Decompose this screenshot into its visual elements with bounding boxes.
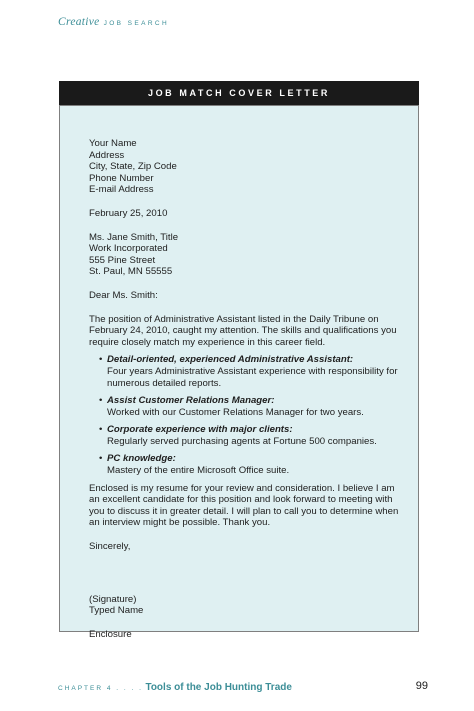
- sender-name: Your Name: [89, 138, 137, 149]
- sender-address: Address: [89, 149, 125, 161]
- bullet-icon: •: [99, 453, 103, 465]
- recipient-city: St. Paul, MN 55555: [89, 266, 173, 278]
- signature: (Signature): [89, 593, 137, 605]
- closing: Sincerely,: [89, 541, 131, 553]
- bullet-text: Regularly served purchasing agents at Fortune 500 companies.: [107, 435, 377, 447]
- section-name: JOB SEARCH: [103, 20, 170, 27]
- sender-block: [89, 138, 399, 196]
- recipient-street: 555 Pine Street: [89, 254, 156, 266]
- list-item: [99, 354, 399, 389]
- closing-paragraph: Enclosed is my resume for your review and consideration. I believe I am an excellent candidate for this position and look forward to meeting with you to discuss it in greater detail. I will plan to call you to determine when an interview might be possible. Thank you.: [89, 482, 399, 529]
- cover-letter: [89, 138, 399, 640]
- bullet-heading: Assist Customer Relations Manager:: [107, 395, 275, 407]
- page-title-text: JOB MATCH COVER LETTER: [147, 88, 331, 98]
- typed-name: Typed Name: [89, 605, 144, 617]
- bullet-heading: Corporate experience with major clients:: [107, 424, 293, 436]
- letter-date: February 25, 2010: [89, 207, 168, 219]
- chapter-title: Tools of the Job Hunting Trade: [145, 682, 292, 693]
- list-item: [99, 424, 399, 447]
- bullet-heading: PC knowledge:: [107, 453, 176, 465]
- recipient-block: [89, 232, 399, 278]
- bullet-icon: •: [99, 424, 103, 436]
- recipient-name: Ms. Jane Smith, Title: [89, 231, 179, 243]
- list-item: [99, 395, 399, 418]
- recipient-company: Work Incorporated: [89, 243, 168, 255]
- salutation: Dear Ms. Smith:: [89, 289, 158, 301]
- enclosure: Enclosure: [89, 628, 132, 640]
- bullet-text: Four years Administrative Assistant experience with responsibility for numerous detailed reports.: [107, 365, 398, 389]
- sender-city: City, State, Zip Code: [89, 161, 177, 173]
- chapter-label: CHAPTER 4 . . . .: [58, 685, 143, 692]
- bullet-text: Mastery of the entire Microsoft Office suite.: [107, 465, 290, 477]
- qualifications-list: [89, 354, 399, 476]
- bullet-icon: •: [99, 354, 103, 366]
- bullet-text: Worked with our Customer Relations Manager for two years.: [107, 406, 364, 418]
- bullet-heading: Detail-oriented, experienced Administrative Assistant:: [107, 354, 354, 366]
- sender-phone: Phone Number: [89, 172, 154, 184]
- page-title: [59, 81, 419, 105]
- sender-email: E-mail Address: [89, 184, 154, 196]
- running-head: [58, 16, 169, 28]
- page-footer: [58, 682, 428, 693]
- list-item: [99, 453, 399, 476]
- page-number: 99: [415, 680, 428, 692]
- intro-paragraph: The position of Administrative Assistant listed in the Daily Tribune on February 24, 2010, caught my attention. The skills and qualifications you require closely match my experience in this career field.: [89, 313, 397, 348]
- series-name: Creative: [58, 16, 100, 28]
- signature-space: [89, 553, 399, 582]
- bullet-icon: •: [99, 395, 103, 407]
